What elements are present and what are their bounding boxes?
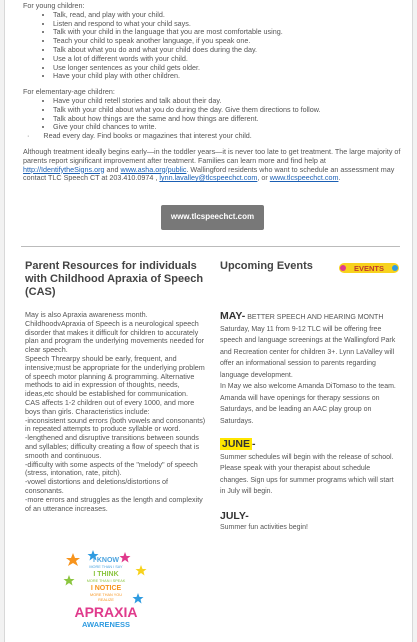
logo-line-more-than-you: MORE THAN YOU: [90, 593, 122, 597]
apraxia-paragraph: -more errors and struggles as the length and complexity of an utterance increases.: [25, 494, 203, 513]
elementary-list: [23, 97, 402, 132]
website-button[interactable]: www.tlcspeechct.com: [161, 205, 264, 230]
list-item: • Talk, read, and play with your child.: [53, 11, 402, 20]
list-item: • Listen and respond to what your child says.: [53, 20, 402, 29]
events-title: Upcoming Events: [220, 260, 313, 272]
asha-link[interactable]: www.asha.org/public: [120, 164, 187, 174]
list-item: • Give your child chances to write.: [53, 123, 402, 132]
list-item: • Use longer sentences as your child gets older.: [53, 64, 402, 73]
star-icon: [66, 553, 80, 566]
young-children-list: [23, 11, 402, 81]
logo-line-more-than-i-speak: MORE THAN I SPEAK: [86, 579, 126, 583]
may-body: Saturday, May 11 from 9-12 TLC will be offering free speech and language screenings at the Wallingford Park and Recreation center for children 3+. Lynn LaValley will offer an informational session to parents regarding language development.: [220, 325, 396, 379]
identify-signs-link[interactable]: http://IdentifytheSigns.org: [23, 164, 105, 174]
june-event: [220, 439, 398, 498]
june-body: Summer schedules will begin with the release of school. Please speak with your therapist about schedule changes. Sign ups for summer programs which will start in July will begin.: [220, 453, 394, 495]
apraxia-paragraph: -difficulty with some aspects of the "melody" of speech (stress, intonation, rate, pitch).: [25, 459, 198, 478]
june-heading: JUNE -: [222, 438, 256, 450]
apraxia-paragraph: Speech Threarpy should be early, frequent, and intensive;must be appropriate for the underlying problem of speech motor planning & programming. Alternative methods to aid in expression of thoughts, needs, ideas,etc should be established for communication.: [25, 353, 205, 399]
list-item: • Teach your child to speak another language, if you speak one.: [53, 37, 402, 46]
events-column: [220, 260, 398, 534]
list-item: • Talk about how things are the same and how things are different.: [53, 115, 402, 124]
events-badge: [338, 261, 400, 275]
list-item: • Talk with your child in the language that you are most comfortable using.: [53, 28, 402, 37]
list-item: • Use a lot of different words with your child.: [53, 55, 402, 64]
logo-word-awareness: AWARENESS: [82, 620, 130, 629]
may-body-second: In May we also welcome Amanda DiTomaso to the team. Amanda will have openings for therapy sessions on Saturdays, and be leading an AAC play group on Saturdays.: [220, 383, 396, 425]
apraxia-paragraph: -vowel distortions and deletions/distortions of consonants.: [25, 477, 169, 495]
tips-section: [5, 0, 412, 230]
elementary-extra: · Read every day. Find books or magazines that interest your child.: [27, 131, 252, 141]
july-heading: JULY-: [220, 509, 249, 522]
apraxia-paragraph: ChildhoodvApraxia of Speech is a neurological speech disorder that makes it difficult for children to accurately plan and program the underlying movements needed for clear speech.: [25, 318, 204, 355]
july-body: Summer fun activities begin!: [220, 524, 308, 531]
list-item: • Talk with your child about what you do during the day. Give them directions to follow.: [53, 106, 402, 115]
newsletter-page: [4, 0, 413, 642]
logo-line-more-than-i-say: MORE THAN I SAY: [89, 565, 123, 569]
july-event: [220, 511, 398, 534]
star-icon: [136, 565, 147, 576]
june-highlight: JUNE: [222, 438, 251, 450]
website-link[interactable]: www.tlcspeechct.com: [269, 173, 339, 183]
apraxia-title: Parent Resources for individuals with Childhood Apraxia of Speech (CAS): [25, 260, 204, 298]
young-children-heading: For young children:: [23, 1, 85, 10]
list-item: • Have your child retell stories and talk about their day.: [53, 97, 402, 106]
may-heading: MAY- BETTER SPEECH AND HEARING MONTH: [220, 310, 384, 322]
logo-line-i-know: I KNOW: [92, 557, 120, 564]
logo-word-apraxia: APRAXIA: [74, 604, 138, 620]
logo-line-i-think: I THINK: [93, 571, 119, 578]
star-icon: [120, 552, 131, 563]
list-item: • Have your child play with other children.: [53, 72, 402, 81]
star-icon: [133, 593, 144, 604]
logo-line-realize: REALIZE: [98, 598, 114, 602]
apraxia-awareness-logo: [63, 549, 149, 635]
email-link[interactable]: lynn.lavalley@tlcspeechct.com: [159, 173, 258, 183]
events-badge-label: EVENTS: [353, 264, 385, 273]
apraxia-paragraph: -inconsistent sound errors (both vowels and consonants) in repeated attempts to produce syllable or word.: [25, 415, 206, 434]
apraxia-paragraph: -lengthened and disruptive transitions between sounds and syllables; difficulty creating a flow of speech that is smooth and continuous.: [25, 433, 200, 460]
apraxia-column: [25, 260, 207, 513]
may-event: [220, 311, 398, 427]
treatment-paragraph: Although treatment ideally begins early—in the toddler years—it is never too late to get treatment. The large majority of parents report significant improvement after treatment. Families can learn more and find help at http://IdentifytheSigns.org and www.asha.org/public. Wallingford residents who want to schedule an assessment may contact TLC Speech CT at 203.410.0974 , lynn.lavalley@tlcspeechct.com, or www.tlcspeechct.com.: [23, 146, 401, 183]
list-item: • Talk about what you do and what your child does during the day.: [53, 46, 402, 55]
section-divider: [21, 246, 400, 247]
elementary-heading: For elementary-age children:: [23, 87, 115, 97]
apraxia-paragraph: May is also Apraxia awareness month.: [25, 310, 148, 319]
logo-line-i-notice: I NOTICE: [90, 585, 122, 592]
star-icon: [64, 575, 75, 586]
apraxia-paragraph: CAS affects 1-2 children out of every 1000, and more boys than girls. Characteristics include:: [25, 397, 195, 416]
